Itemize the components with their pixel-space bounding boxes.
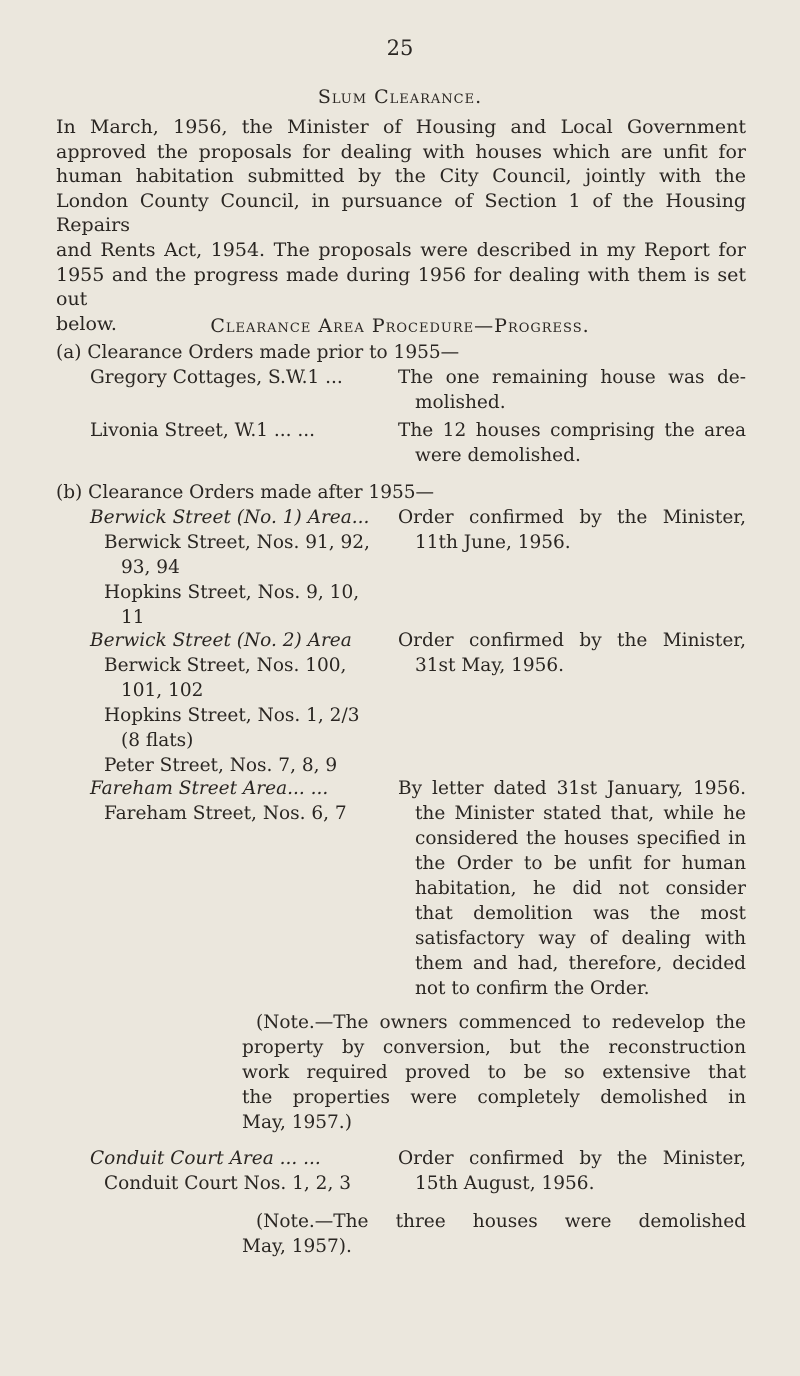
- section-b-heading: (b) Clearance Orders made after 1955—: [56, 482, 435, 503]
- page-number: 25: [386, 36, 414, 60]
- area-name: Conduit Court Area ... ...: [90, 1148, 321, 1169]
- note: [242, 1209, 746, 1259]
- area-name: Berwick Street (No. 2) Area: [90, 630, 352, 651]
- outcome-line: molished.: [415, 392, 506, 413]
- intro-line: London County Council, in pursuance of Section 1 of the Housing Repairs: [56, 189, 746, 237]
- street-line: Berwick Street, Nos. 91, 92,: [104, 532, 370, 553]
- outcome-line: that demolition was the most: [415, 903, 746, 924]
- intro-line: below.: [56, 312, 117, 335]
- outcome-line: the Minister stated that, while he: [415, 803, 746, 824]
- street-list: [104, 801, 347, 826]
- street-line: Fareham Street, Nos. 6, 7: [104, 803, 347, 824]
- entry-place: Gregory Cottages, S.W.1 ...: [90, 367, 343, 388]
- section-a-heading: (a) Clearance Orders made prior to 1955—: [56, 342, 460, 363]
- outcome-line: 31st May, 1956.: [415, 655, 565, 676]
- street-line: (8 flats): [121, 730, 194, 751]
- street-line: Berwick Street, Nos. 100,: [104, 655, 347, 676]
- outcome-line: Order confirmed by the Minister,: [398, 1148, 746, 1169]
- outcome-line: considered the houses specified in: [415, 828, 746, 849]
- intro-line: approved the proposals for dealing with houses which are unfit for: [56, 140, 746, 163]
- note: [242, 1010, 746, 1135]
- area-name: Fareham Street Area... ...: [90, 778, 329, 799]
- note-line: May, 1957.): [242, 1112, 352, 1133]
- street-line: Hopkins Street, Nos. 9, 10,: [104, 582, 360, 603]
- street-list: [104, 1171, 351, 1196]
- outcome-line: were demolished.: [415, 445, 581, 466]
- section-title: Slum Clearance.: [317, 86, 483, 108]
- outcome-line: the Order to be unfit for human: [415, 853, 746, 874]
- entry-outcome: [398, 365, 746, 415]
- outcome-line: satisfactory way of dealing with: [415, 928, 746, 949]
- outcome-line: them and had, therefore, decided: [415, 953, 746, 974]
- note-line: May, 1957).: [242, 1236, 352, 1257]
- intro-line: human habitation submitted by the City Council, jointly with the: [56, 165, 746, 188]
- note-line: (Note.—The owners commenced to redevelop the: [256, 1012, 746, 1033]
- note-line: the properties were completely demolished in: [242, 1087, 746, 1108]
- subheading: Clearance Area Procedure—Progress.: [210, 315, 590, 337]
- intro-line: In March, 1956, the Minister of Housing and Local Government: [56, 116, 746, 138]
- street-line: Hopkins Street, Nos. 1, 2/3: [104, 705, 360, 726]
- intro-line: 1955 and the progress made during 1956 for dealing with them is set out: [56, 263, 746, 311]
- outcome-line: Order confirmed by the Minister,: [398, 630, 746, 651]
- entry-outcome: [398, 628, 746, 678]
- note-line: property by conversion, but the reconstruction: [242, 1037, 746, 1058]
- area-name: Berwick Street (No. 1) Area...: [90, 507, 370, 528]
- outcome-line: habitation, he did not consider: [415, 878, 746, 899]
- outcome-line: 11th June, 1956.: [415, 532, 571, 553]
- entry-outcome: [398, 1146, 746, 1196]
- outcome-line: By letter dated 31st January, 1956.: [398, 778, 746, 799]
- entry-outcome: [398, 418, 746, 468]
- outcome-line: The 12 houses comprising the area: [398, 420, 746, 441]
- street-line: Peter Street, Nos. 7, 8, 9: [104, 755, 338, 776]
- entry-outcome: [398, 505, 746, 555]
- entry-place: Livonia Street, W.1 ... ...: [90, 420, 316, 441]
- outcome-line: Order confirmed by the Minister,: [398, 507, 746, 528]
- intro-paragraph: [56, 115, 746, 336]
- outcome-line: The one remaining house was de-: [398, 367, 746, 388]
- outcome-line: 15th August, 1956.: [415, 1173, 595, 1194]
- street-line: Conduit Court Nos. 1, 2, 3: [104, 1173, 351, 1194]
- street-line: 93, 94: [121, 557, 180, 578]
- street-line: 11: [121, 607, 145, 628]
- note-line: (Note.—The three houses were demolished: [256, 1211, 746, 1232]
- entry-outcome: [398, 776, 746, 1001]
- note-line: work required proved to be so extensive that: [242, 1062, 746, 1083]
- street-line: 101, 102: [121, 680, 204, 701]
- intro-line: and Rents Act, 1954. The proposals were described in my Report for: [56, 238, 746, 261]
- outcome-line: not to confirm the Order.: [415, 978, 650, 999]
- street-list: [104, 530, 370, 630]
- street-list: [104, 653, 359, 778]
